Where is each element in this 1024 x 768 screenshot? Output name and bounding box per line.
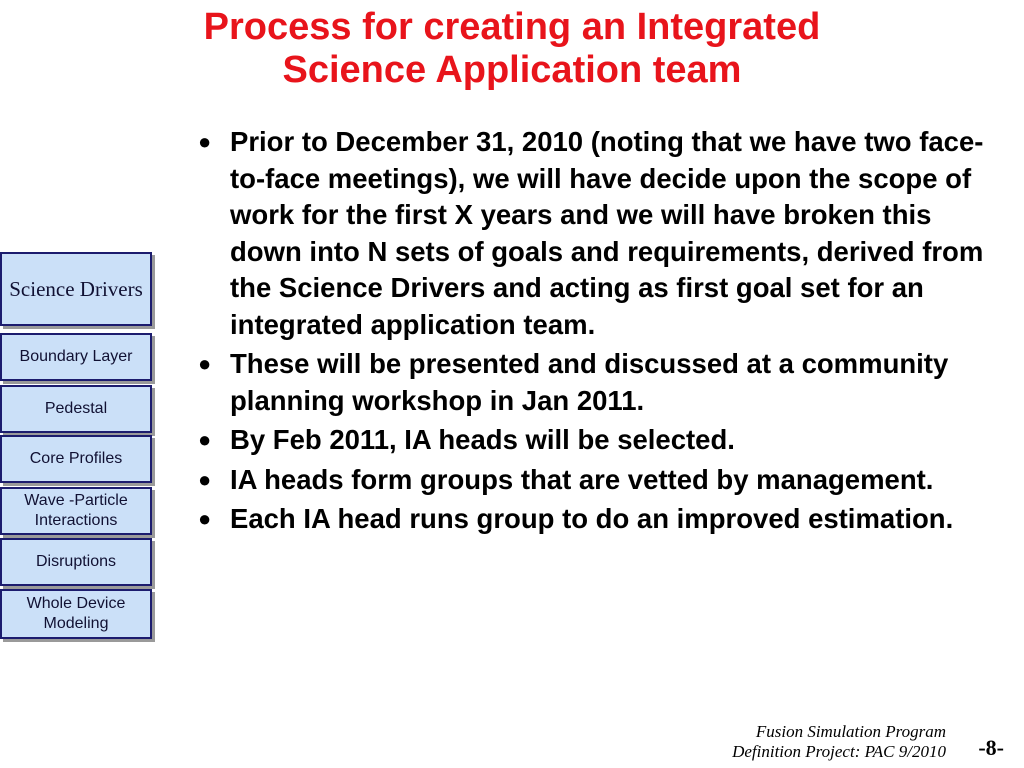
bullet-text: IA heads form groups that are vetted by management.	[230, 463, 934, 495]
page-number: -8-	[978, 735, 1004, 760]
bullet-item	[198, 501, 1008, 538]
slide-title-line-1: Process for creating an Integrated	[203, 6, 821, 48]
bullet-item	[198, 422, 1008, 459]
sidebar-item-boundary-layer: Boundary Layer	[0, 333, 152, 381]
bullet-dot-icon: ●	[198, 427, 212, 452]
bullet-item	[198, 124, 1008, 343]
sidebar-item-disruptions: Disruptions	[0, 538, 152, 586]
bullet-dot-icon: ●	[198, 351, 212, 376]
sidebar-item-whole-device-modeling: Whole Device Modeling	[0, 589, 152, 639]
footer-text	[732, 722, 946, 762]
bullet-item	[198, 346, 1008, 419]
bullet-item	[198, 462, 1008, 499]
sidebar-item-science-drivers: Science Drivers	[0, 252, 152, 326]
bullet-dot-icon: ●	[198, 466, 212, 492]
bullet-text: Each IA head runs group to do an improved estimation.	[230, 503, 954, 534]
footer-line-2: Definition Project: PAC 9/2010	[732, 742, 946, 761]
bullet-text: Prior to December 31, 2010 (noting that we have two face-to-face meetings), we will have decide upon the scope of work for the first X years and we will have broken this down into N sets of goals and requirements, derived from the Science Drivers and acting as first goal set for an integrated application team.	[230, 126, 984, 340]
bullet-list	[198, 124, 1008, 541]
sidebar-item-core-profiles: Core Profiles	[0, 435, 152, 483]
sidebar-item-wave-particle-interactions: Wave -Particle Interactions	[0, 487, 152, 535]
bullet-text: These will be presented and discussed at a community planning workshop in Jan 2011.	[230, 348, 949, 416]
slide-title-line-2: Science Application team	[282, 49, 742, 91]
bullet-text: By Feb 2011, IA heads will be selected.	[230, 424, 735, 455]
footer-line-1: Fusion Simulation Program	[755, 722, 946, 741]
bullet-dot-icon: ●	[198, 506, 212, 531]
sidebar-item-pedestal: Pedestal	[0, 385, 152, 433]
bullet-dot-icon: ●	[198, 129, 212, 154]
slide-title	[0, 6, 1024, 92]
